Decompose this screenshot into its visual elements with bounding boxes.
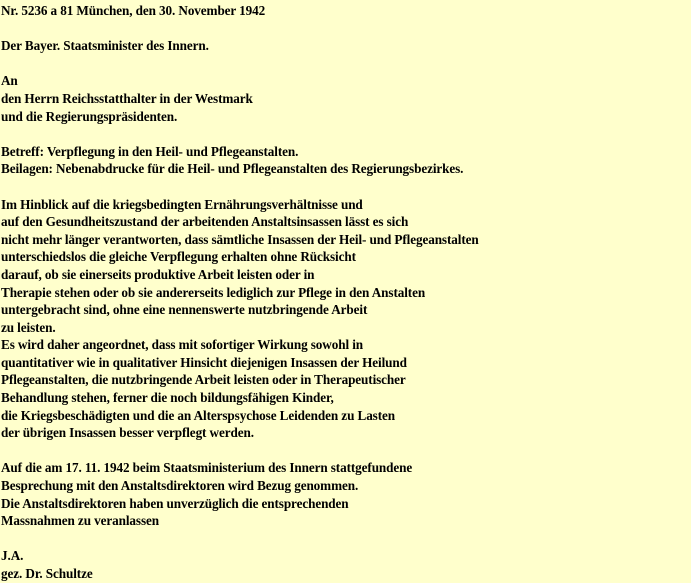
signature-line: J.A. xyxy=(1,548,24,564)
signature-block xyxy=(1,547,690,582)
body-line: der übrigen Insassen besser verpflegt werden. xyxy=(1,425,254,441)
body-line: darauf, ob sie einerseits produktive Arbeit leisten oder in xyxy=(1,266,315,282)
recipient-line: und die Regierungspräsidenten. xyxy=(1,108,178,124)
body-line: untergebracht sind, ohne eine nennenswerte nutzbringende Arbeit xyxy=(1,302,368,318)
body-line: zu leisten. xyxy=(1,319,56,335)
body-line: Massnahmen zu veranlassen xyxy=(1,513,159,529)
body-line: Die Anstaltsdirektoren haben unverzüglich die entsprechenden xyxy=(1,495,349,511)
letter-document xyxy=(1,2,690,583)
signature-name: gez. Dr. Schultze xyxy=(1,566,93,581)
spacer xyxy=(1,442,690,460)
recipient-line: An xyxy=(1,73,18,89)
body-line: die Kriegsbeschädigten und die an Alterspsychose Leidenden zu Lasten xyxy=(1,407,395,423)
spacer xyxy=(1,20,690,38)
body-line: nicht mehr länger verantworten, dass sämtliche Insassen der Heil- und Pflegeanstalten xyxy=(1,231,479,247)
body-line: Besprechung mit den Anstaltsdirektoren wird Bezug genommen. xyxy=(1,478,359,494)
sender-line: Der Bayer. Staatsminister des Innern. xyxy=(1,38,209,54)
body-line: unterschiedslos die gleiche Verpflegung erhalten ohne Rücksicht xyxy=(1,249,356,265)
attachments-line: Beilagen: Nebenabdrucke für die Heil- und Pflegeanstalten des Regierungsbezirkes. xyxy=(1,161,464,177)
body-line: Therapie stehen oder ob sie andererseits lediglich zur Pflege in den Anstalten xyxy=(1,284,426,300)
body-line: Im Hinblick auf die kriegsbedingten Ernährungsverhältnisse und xyxy=(1,196,363,212)
recipient-block xyxy=(1,72,690,125)
body-line: Auf die am 17. 11. 1942 beim Staatsministerium des Innern stattgefundene xyxy=(1,460,413,476)
spacer xyxy=(1,178,690,196)
spacer xyxy=(1,55,690,73)
spacer xyxy=(1,125,690,143)
body-line: auf den Gesundheitszustand der arbeitenden Anstaltsinsassen lässt es sich xyxy=(1,214,409,230)
body-line: Behandlung stehen, ferner die noch bildungsfähigen Kinder, xyxy=(1,390,334,406)
body-line: Pflegeanstalten, die nutzbringende Arbeit leisten oder in Therapeutischer xyxy=(1,372,406,388)
recipient-line: den Herrn Reichsstatthalter in der Westmark xyxy=(1,90,253,106)
body-line: Es wird daher angeordnet, dass mit sofortiger Wirkung sowohl in xyxy=(1,337,364,353)
body-paragraph-2 xyxy=(1,459,690,529)
body-line: quantitativer wie in qualitativer Hinsicht diejenigen Insassen der Heilund xyxy=(1,354,407,370)
subject-line: Betreff: Verpflegung in den Heil- und Pflegeanstalten. xyxy=(1,143,299,159)
body-paragraph-1 xyxy=(1,196,690,442)
letter-header: Nr. 5236 a 81 München, den 30. November 1942 xyxy=(1,3,266,18)
spacer xyxy=(1,530,690,548)
subject-block xyxy=(1,143,690,178)
